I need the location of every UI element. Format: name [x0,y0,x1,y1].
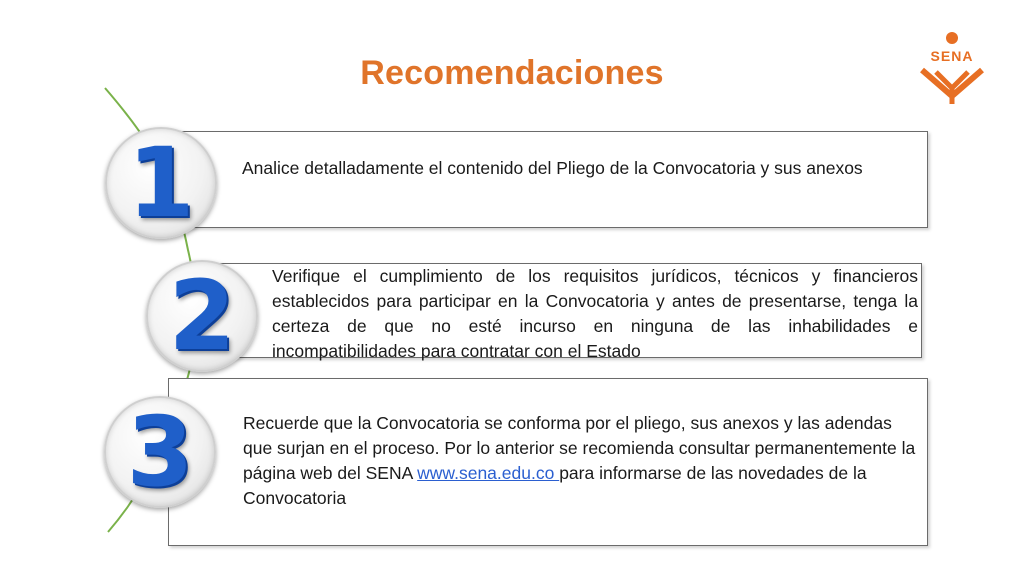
number-3: 3 [126,396,194,508]
page-title: Recomendaciones [360,54,664,92]
recommendation-text-1: Analice detalladamente el contenido del Pliego de la Convocatoria y sus anexos [242,158,863,178]
recommendation-text-3 [243,411,923,511]
number-1: 1 [127,127,195,239]
sena-logo [914,30,990,104]
number-badge-3 [104,396,216,508]
number-2: 2 [168,260,236,372]
sena-website-link[interactable]: www.sena.edu.co [417,463,560,483]
recommendation-text-2: Verifique el cumplimiento de los requisitos jurídicos, técnicos y financieros establecidos para participar en la Convocatoria y antes de presentarse, tenga la certeza de que no esté incurso en ninguna de las inhabilidades e incompatibilidades para contratar con el Estado [272,266,918,361]
sena-wordmark: SENA [930,48,974,64]
number-badge-1 [105,127,217,239]
number-badge-2 [146,260,258,372]
recommendation-text-3-after: para informarse de las novedades de la Convocatoria [243,463,867,508]
recommendation-text-3-before: Recuerde que la Convocatoria se conforma por el pliego, sus anexos y las adendas que surjan en el proceso. Por lo anterior se recomienda consultar permanentemente la página web del SENA [243,413,916,483]
sena-logo-icon [914,30,990,104]
